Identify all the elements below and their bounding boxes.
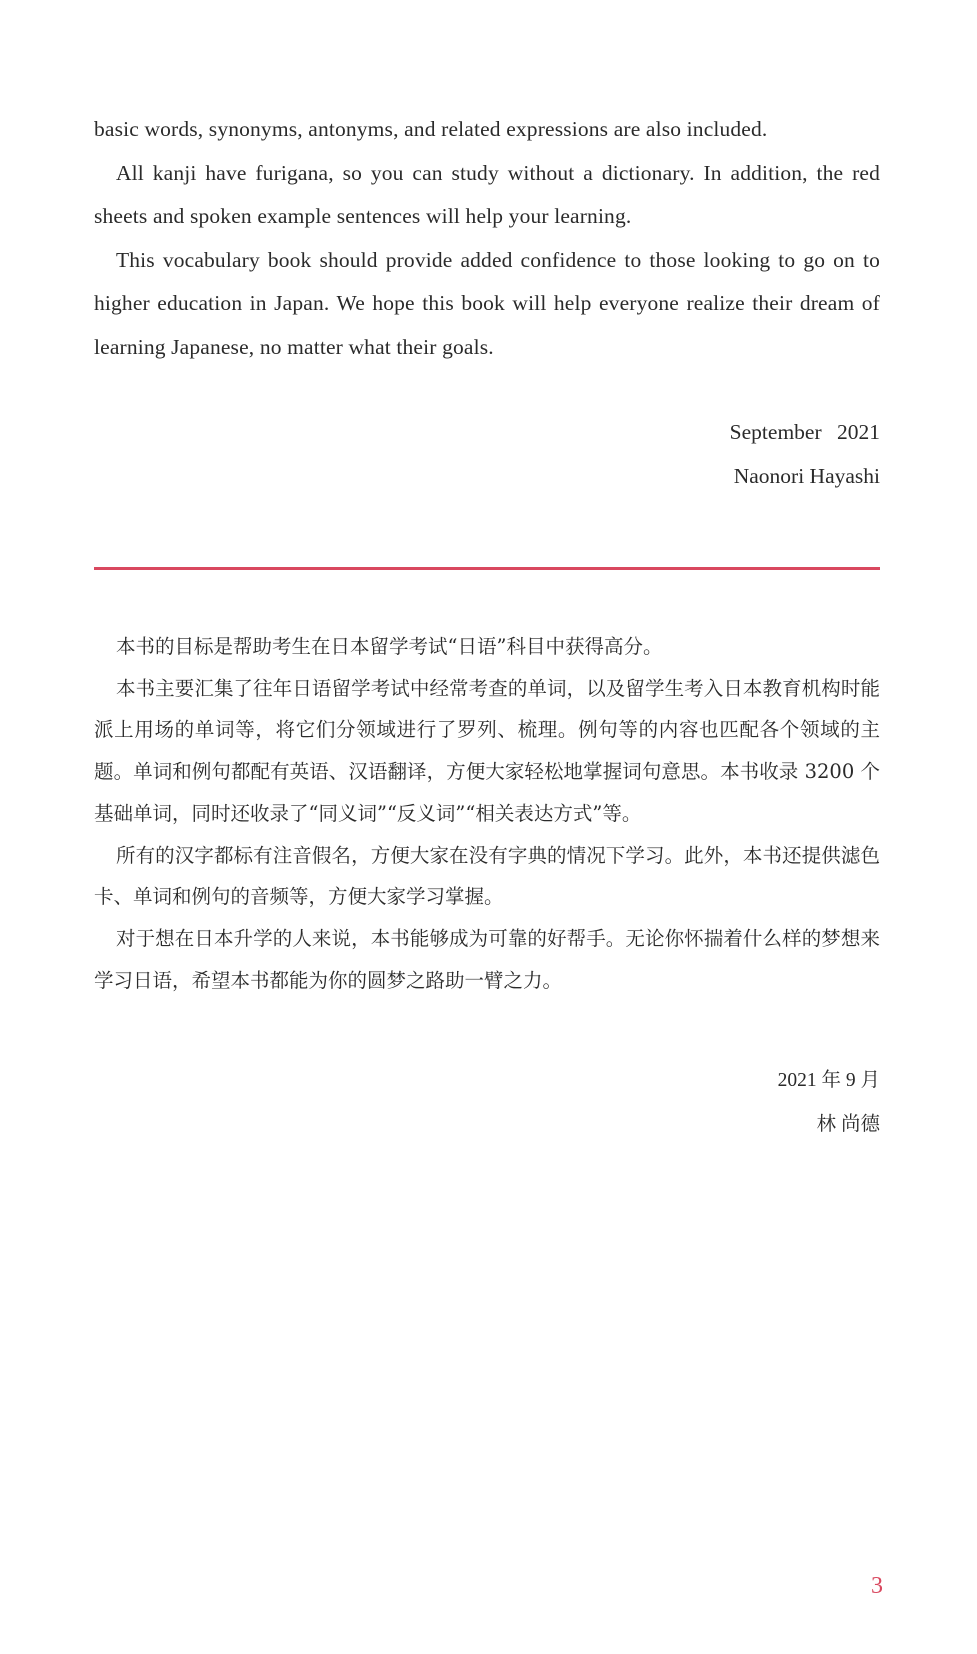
english-preface (94, 108, 880, 369)
chinese-preface (94, 626, 880, 1001)
english-paragraph-1: basic words, synonyms, antonyms, and related expressions are also included. (94, 117, 768, 141)
english-paragraph-2: All kanji have furigana, so you can study without a dictionary. In addition, the red sheets and spoken example sentences will help your learning. (94, 160, 880, 228)
chinese-signature-author: 林 尚德 (816, 1114, 880, 1135)
chinese-paragraph-1: 本书的目标是帮助考生在日本留学考试“日语”科目中获得高分。 (116, 635, 663, 658)
english-paragraph-3: This vocabulary book should provide added confidence to those looking to go on to higher education in Japan. We hope this book will help everyone realize their dream of learning Japanese, no matter what their goals. (94, 247, 880, 359)
page-number: 3 (871, 1573, 883, 1599)
chinese-paragraph-4: 对于想在日本升学的人来说，本书能够成为可靠的好帮手。无论你怀揣着什么样的梦想来学习日语，希望本书都能为你的圆梦之路助一臂之力。 (94, 926, 880, 992)
chinese-signature-date: 2021 年 9 月 (777, 1070, 880, 1091)
chinese-signature (778, 1059, 880, 1147)
english-signature-date: September 2021 (729, 420, 880, 444)
chinese-paragraph-3: 所有的汉字都标有注音假名，方便大家在没有字典的情况下学习。此外，本书还提供滤色卡、单词和例句的音频等，方便大家学习掌握。 (94, 843, 880, 909)
english-signature-author: Naonori Hayashi (733, 464, 880, 488)
english-signature (730, 410, 880, 498)
section-divider (94, 567, 880, 570)
chinese-paragraph-2: 本书主要汇集了往年日语留学考试中经常考查的单词，以及留学生考入日本教育机构时能派上用场的单词等，将它们分领域进行了罗列、梳理。例句等的内容也匹配各个领域的主题。单词和例句都配有英语、汉语翻译，方便大家轻松地掌握词句意思。本书收录 3200 个基础单词，同时还收录了“同义词”“反义词”“相关表达方式”等。 (94, 676, 880, 825)
